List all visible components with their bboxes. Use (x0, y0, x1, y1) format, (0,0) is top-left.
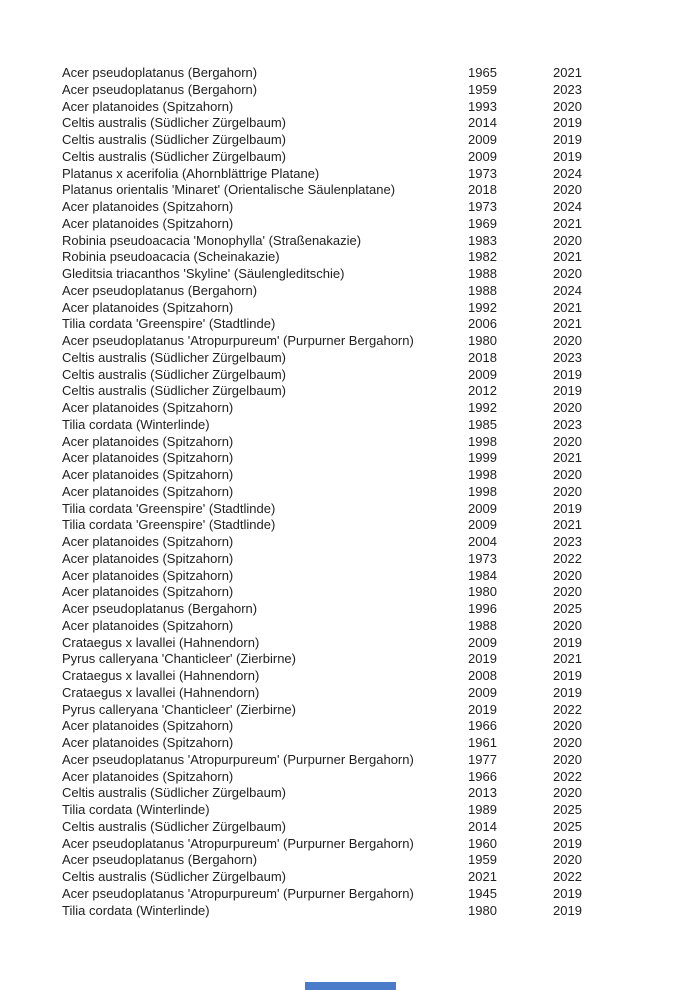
table-row (62, 718, 638, 735)
year-recorded: 2019 (553, 148, 582, 164)
year-planted: 1998 (468, 483, 497, 499)
species-name: Crataegus x lavallei (Hahnendorn) (62, 634, 260, 650)
year-recorded: 2023 (553, 349, 582, 365)
year-planted: 1980 (468, 584, 497, 600)
species-name: Acer platanoides (Spitzahorn) (62, 450, 234, 466)
species-name: Acer platanoides (Spitzahorn) (62, 199, 234, 214)
table-row (62, 702, 638, 719)
year-recorded: 2021 (553, 651, 582, 667)
species-name: Tilia cordata (Winterlinde) (62, 802, 210, 817)
year-planted: 2009 (468, 132, 497, 147)
year-planted: 1985 (468, 416, 497, 432)
table-row (62, 836, 638, 853)
year-planted: 2012 (468, 383, 497, 399)
table-row (62, 852, 638, 869)
year-planted: 2014 (468, 115, 497, 131)
year-recorded: 2020 (553, 333, 582, 348)
table-row (62, 568, 638, 585)
year-planted: 1988 (468, 266, 497, 281)
table-row (62, 283, 638, 300)
year-planted: 1999 (468, 450, 497, 466)
table-row (62, 769, 638, 786)
table-row (62, 367, 638, 384)
species-name: Acer pseudoplatanus 'Atropurpureum' (Purpurner Bergahorn) (62, 751, 414, 767)
year-planted: 1969 (468, 215, 497, 231)
year-planted: 1973 (468, 165, 497, 181)
year-recorded: 2019 (553, 115, 582, 131)
species-name: Acer platanoides (Spitzahorn) (62, 550, 234, 566)
table-row (62, 651, 638, 668)
year-planted: 1977 (468, 751, 497, 767)
year-planted: 2009 (468, 634, 497, 650)
species-name: Acer platanoides (Spitzahorn) (62, 433, 234, 449)
year-planted: 2009 (468, 366, 497, 382)
year-recorded: 2022 (553, 869, 582, 884)
species-name: Acer platanoides (Spitzahorn) (62, 299, 234, 315)
year-recorded: 2019 (553, 668, 582, 683)
tree-table-body (62, 65, 638, 919)
species-name: Celtis australis (Südlicher Zürgelbaum) (62, 148, 286, 164)
year-recorded: 2020 (553, 182, 582, 198)
table-row (62, 82, 638, 99)
year-recorded: 2020 (553, 483, 582, 499)
species-name: Acer platanoides (Spitzahorn) (62, 567, 234, 583)
species-name: Celtis australis (Südlicher Zürgelbaum) (62, 132, 286, 147)
year-planted: 1996 (468, 601, 497, 616)
year-recorded: 2020 (553, 718, 582, 734)
year-recorded: 2019 (553, 902, 582, 918)
year-planted: 2018 (468, 349, 497, 365)
year-planted: 1984 (468, 567, 497, 583)
species-name: Acer pseudoplatanus 'Atropurpureum' (Purpurner Bergahorn) (62, 333, 414, 348)
year-recorded: 2023 (553, 534, 582, 549)
table-row (62, 501, 638, 518)
table-row (62, 450, 638, 467)
table-row (62, 685, 638, 702)
table-row (62, 300, 638, 317)
year-recorded: 2019 (553, 500, 582, 516)
year-planted: 1998 (468, 433, 497, 449)
species-name: Crataegus x lavallei (Hahnendorn) (62, 684, 260, 700)
table-row (62, 534, 638, 551)
table-row (62, 65, 638, 82)
table-row (62, 434, 638, 451)
table-row (62, 417, 638, 434)
year-planted: 2021 (468, 869, 497, 884)
year-recorded: 2019 (553, 132, 582, 147)
year-recorded: 2023 (553, 416, 582, 432)
year-recorded: 2020 (553, 433, 582, 449)
table-row (62, 199, 638, 216)
table-row (62, 785, 638, 802)
year-planted: 2009 (468, 517, 497, 533)
species-name: Celtis australis (Südlicher Zürgelbaum) (62, 349, 286, 365)
year-planted: 1993 (468, 98, 497, 114)
year-recorded: 2019 (553, 885, 582, 901)
year-recorded: 2020 (553, 98, 582, 114)
year-recorded: 2025 (553, 802, 582, 817)
year-recorded: 2019 (553, 634, 582, 650)
table-row (62, 752, 638, 769)
year-planted: 1980 (468, 333, 497, 348)
year-recorded: 2022 (553, 550, 582, 566)
year-recorded: 2023 (553, 81, 582, 97)
table-row (62, 467, 638, 484)
species-name: Acer platanoides (Spitzahorn) (62, 617, 234, 633)
table-row (62, 635, 638, 652)
species-name: Platanus orientalis 'Minaret' (Orientalische Säulenplatane) (62, 182, 396, 198)
species-name: Acer pseudoplatanus (Bergahorn) (62, 852, 258, 868)
species-name: Crataegus x lavallei (Hahnendorn) (62, 668, 260, 683)
table-row (62, 551, 638, 568)
species-name: Acer platanoides (Spitzahorn) (62, 400, 234, 415)
table-row (62, 735, 638, 752)
year-recorded: 2020 (553, 584, 582, 600)
year-planted: 1959 (468, 81, 497, 97)
table-row (62, 182, 638, 199)
year-planted: 1945 (468, 885, 497, 901)
table-row (62, 869, 638, 886)
table-row (62, 333, 638, 350)
year-recorded: 2025 (553, 818, 582, 834)
species-name: Acer pseudoplatanus (Bergahorn) (62, 81, 258, 97)
table-row (62, 350, 638, 367)
year-recorded: 2022 (553, 768, 582, 784)
year-recorded: 2024 (553, 282, 582, 298)
tree-table (62, 65, 638, 919)
year-planted: 1983 (468, 232, 497, 248)
table-row (62, 517, 638, 534)
table-row (62, 115, 638, 132)
year-recorded: 2022 (553, 701, 582, 717)
year-planted: 2004 (468, 534, 497, 549)
table-row (62, 249, 638, 266)
table-row (62, 149, 638, 166)
year-planted: 1992 (468, 299, 497, 315)
species-name: Acer platanoides (Spitzahorn) (62, 735, 234, 750)
table-row (62, 383, 638, 400)
table-row (62, 886, 638, 903)
species-name: Acer platanoides (Spitzahorn) (62, 768, 234, 784)
year-recorded: 2020 (553, 617, 582, 633)
species-name: Acer platanoides (Spitzahorn) (62, 584, 234, 600)
table-row (62, 99, 638, 116)
species-name: Acer platanoides (Spitzahorn) (62, 98, 234, 114)
species-name: Acer pseudoplatanus (Bergahorn) (62, 282, 258, 298)
year-planted: 2019 (468, 651, 497, 667)
year-recorded: 2019 (553, 835, 582, 851)
year-recorded: 2021 (553, 316, 582, 332)
species-name: Tilia cordata 'Greenspire' (Stadtlinde) (62, 517, 276, 533)
year-planted: 2009 (468, 684, 497, 700)
year-planted: 2013 (468, 785, 497, 801)
species-name: Acer pseudoplatanus 'Atropurpureum' (Purpurner Bergahorn) (62, 835, 414, 851)
year-planted: 2006 (468, 316, 497, 332)
table-row (62, 819, 638, 836)
year-planted: 1959 (468, 852, 497, 868)
species-name: Gleditsia triacanthos 'Skyline' (Säulengleditschie) (62, 266, 345, 281)
species-name: Celtis australis (Südlicher Zürgelbaum) (62, 785, 286, 801)
year-recorded: 2024 (553, 199, 582, 214)
year-recorded: 2020 (553, 467, 582, 482)
year-planted: 1965 (468, 65, 497, 80)
species-name: Celtis australis (Südlicher Zürgelbaum) (62, 383, 286, 399)
year-planted: 2008 (468, 668, 497, 683)
year-recorded: 2020 (553, 785, 582, 801)
year-planted: 1961 (468, 735, 497, 750)
horizontal-scroll-indicator[interactable] (305, 982, 396, 990)
table-row (62, 400, 638, 417)
table-row (62, 233, 638, 250)
year-planted: 2019 (468, 701, 497, 717)
table-row (62, 668, 638, 685)
year-planted: 1988 (468, 617, 497, 633)
year-planted: 1998 (468, 467, 497, 482)
table-row (62, 316, 638, 333)
table-row (62, 584, 638, 601)
year-recorded: 2020 (553, 567, 582, 583)
year-recorded: 2021 (553, 249, 582, 265)
year-recorded: 2020 (553, 751, 582, 767)
year-planted: 1973 (468, 199, 497, 214)
year-recorded: 2020 (553, 266, 582, 281)
year-planted: 2009 (468, 148, 497, 164)
species-name: Acer pseudoplatanus 'Atropurpureum' (Purpurner Bergahorn) (62, 885, 414, 901)
species-name: Tilia cordata (Winterlinde) (62, 902, 210, 918)
year-planted: 1982 (468, 249, 497, 265)
species-name: Acer platanoides (Spitzahorn) (62, 718, 234, 734)
species-name: Tilia cordata (Winterlinde) (62, 416, 210, 432)
species-name: Robinia pseudoacacia (Scheinakazie) (62, 249, 280, 265)
year-planted: 1960 (468, 835, 497, 851)
species-name: Pyrus calleryana 'Chanticleer' (Zierbirne) (62, 701, 296, 717)
table-row (62, 216, 638, 233)
year-planted: 1988 (468, 282, 497, 298)
year-recorded: 2020 (553, 232, 582, 248)
year-recorded: 2019 (553, 684, 582, 700)
year-planted: 2014 (468, 818, 497, 834)
species-name: Acer platanoides (Spitzahorn) (62, 534, 234, 549)
table-row (62, 618, 638, 635)
year-planted: 1966 (468, 768, 497, 784)
year-recorded: 2021 (553, 450, 582, 466)
year-recorded: 2020 (553, 400, 582, 415)
table-row (62, 903, 638, 920)
species-name: Pyrus calleryana 'Chanticleer' (Zierbirne) (62, 651, 296, 667)
species-name: Acer platanoides (Spitzahorn) (62, 215, 234, 231)
species-name: Tilia cordata 'Greenspire' (Stadtlinde) (62, 316, 276, 332)
year-planted: 2009 (468, 500, 497, 516)
table-row (62, 601, 638, 618)
species-name: Robinia pseudoacacia 'Monophylla' (Straßenakazie) (62, 232, 362, 248)
species-name: Celtis australis (Südlicher Zürgelbaum) (62, 869, 286, 884)
species-name: Platanus x acerifolia (Ahornblättrige Platane) (62, 165, 320, 181)
species-name: Acer pseudoplatanus (Bergahorn) (62, 65, 258, 80)
species-name: Celtis australis (Südlicher Zürgelbaum) (62, 818, 286, 834)
year-planted: 1966 (468, 718, 497, 734)
species-name: Tilia cordata 'Greenspire' (Stadtlinde) (62, 500, 276, 516)
year-recorded: 2019 (553, 383, 582, 399)
year-recorded: 2024 (553, 165, 582, 181)
year-planted: 1992 (468, 400, 497, 415)
table-row (62, 484, 638, 501)
year-recorded: 2025 (553, 601, 582, 616)
species-name: Acer platanoides (Spitzahorn) (62, 467, 234, 482)
year-planted: 1980 (468, 902, 497, 918)
year-recorded: 2021 (553, 65, 582, 80)
year-recorded: 2020 (553, 735, 582, 750)
year-recorded: 2020 (553, 852, 582, 868)
year-planted: 1989 (468, 802, 497, 817)
table-row (62, 166, 638, 183)
year-recorded: 2021 (553, 517, 582, 533)
year-recorded: 2019 (553, 366, 582, 382)
species-name: Acer pseudoplatanus (Bergahorn) (62, 601, 258, 616)
species-name: Celtis australis (Südlicher Zürgelbaum) (62, 366, 286, 382)
table-row (62, 266, 638, 283)
year-recorded: 2021 (553, 299, 582, 315)
year-planted: 2018 (468, 182, 497, 198)
species-name: Celtis australis (Südlicher Zürgelbaum) (62, 115, 286, 131)
year-planted: 1973 (468, 550, 497, 566)
species-name: Acer platanoides (Spitzahorn) (62, 483, 234, 499)
table-row (62, 132, 638, 149)
table-row (62, 802, 638, 819)
year-recorded: 2021 (553, 215, 582, 231)
